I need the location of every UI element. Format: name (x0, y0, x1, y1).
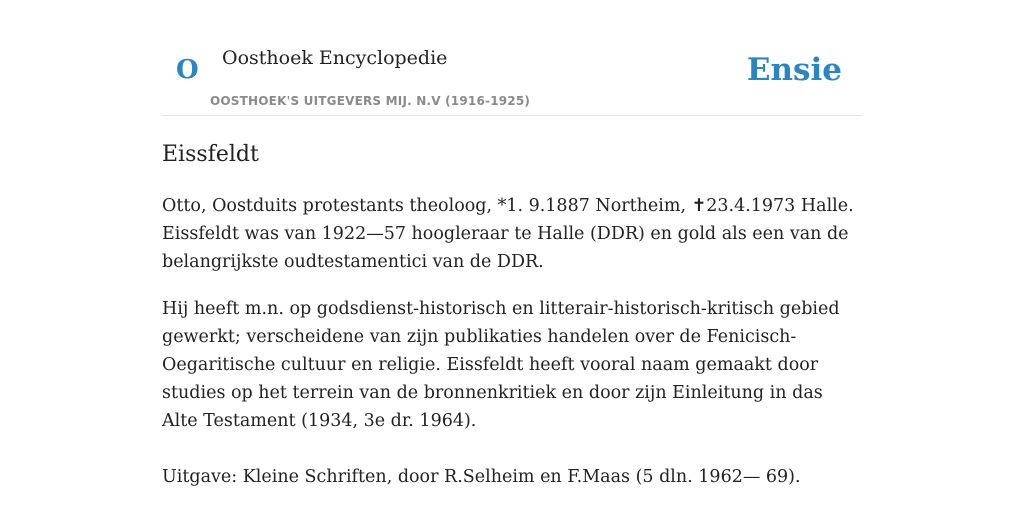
site-header (162, 0, 862, 116)
article-paragraph: Otto, Oostduits protestants theoloog, *1. 9.1887 Northeim, ✝23.4.1973 Halle. Eissfeldt was van 1922—57 hoogleraar te Halle (DDR) en gold als een van de belangrijkste oudtestamentici van de DDR. (162, 196, 854, 272)
article-paragraph: Hij heeft m.n. op godsdienst-historisch en litterair-historisch-kritisch gebied gewerkt; verscheidene van zijn publikaties handelen over de Fenicisch-Oegaritische cultuur en religie. Eissfeldt heeft vooral naam gemaakt door studies op het terrein van de bronnenkritiek en door zijn Einleitung in das Alte Testament (1934, 3e dr. 1964). (162, 299, 840, 431)
brand-logo[interactable]: Ensie (746, 52, 842, 88)
logo-letter[interactable]: O (176, 55, 199, 85)
site-title[interactable]: Oosthoek Encyclopedie (222, 47, 448, 69)
article-paragraph: Uitgave: Kleine Schriften, door R.Selheim en F.Maas (5 dln. 1962— 69). (162, 467, 801, 487)
article-title: Eissfeldt (162, 142, 259, 167)
article (162, 140, 862, 491)
page (162, 0, 862, 491)
site-subtitle: OOSTHOEK'S UITGEVERS MIJ. N.V (1916-1925) (210, 94, 531, 108)
